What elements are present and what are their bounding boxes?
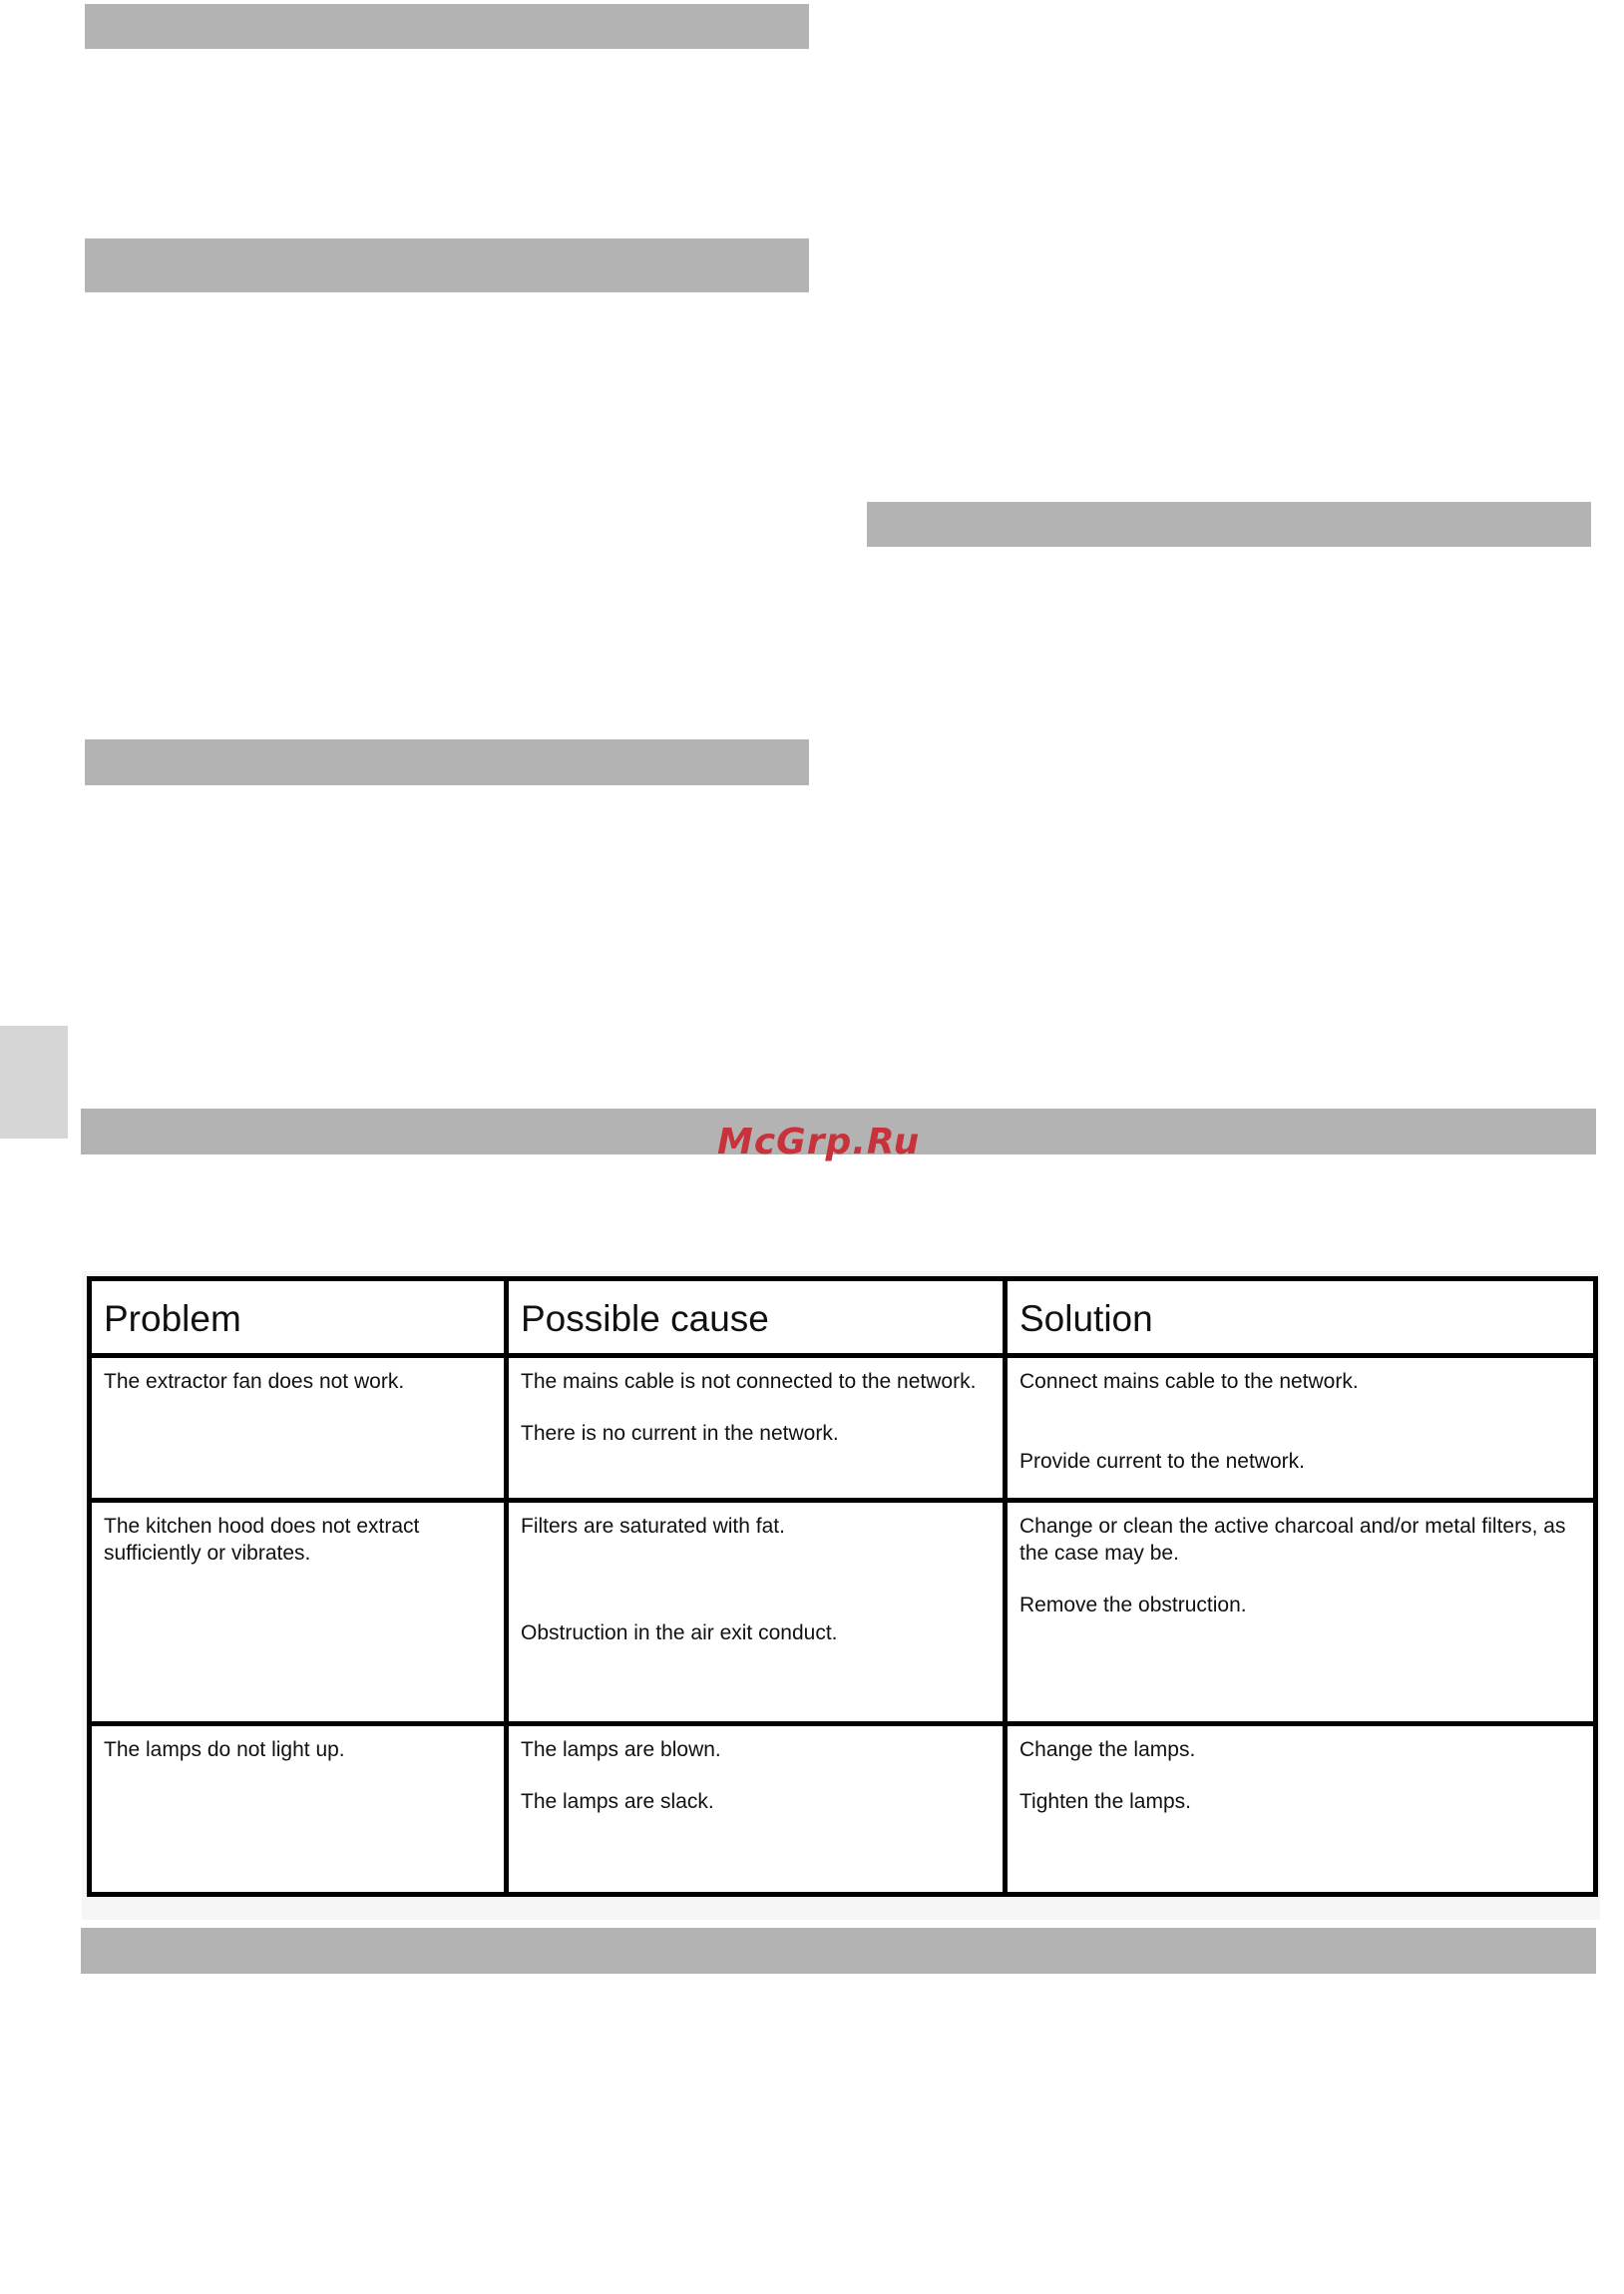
problem-text: The lamps do not light up. (104, 1738, 345, 1761)
section-header-bar-4 (85, 739, 809, 785)
cause-cell (507, 1356, 1006, 1501)
section-header-bar-3 (867, 502, 1591, 547)
table-row (90, 1724, 1596, 1895)
problem-text: The extractor fan does not work. (104, 1370, 405, 1393)
solution-text: Tighten the lamps. (1019, 1790, 1191, 1813)
troubleshooting-table (87, 1276, 1598, 1897)
table-header-row (90, 1279, 1596, 1356)
solution-cell (1006, 1724, 1596, 1895)
header-solution: Solution (1006, 1279, 1596, 1356)
solution-cell (1006, 1356, 1596, 1501)
section-header-bar-1 (85, 4, 809, 49)
problem-cell (90, 1356, 507, 1501)
section-header-bar-2 (85, 238, 809, 292)
solution-cell (1006, 1501, 1596, 1724)
solution-text: Change or clean the active charcoal and/or metal filters, as the case may be. (1019, 1515, 1566, 1565)
cause-text: Obstruction in the air exit conduct. (521, 1621, 838, 1644)
side-page-tab (0, 1026, 68, 1139)
cause-text: The lamps are blown. (521, 1738, 721, 1761)
table-row (90, 1356, 1596, 1501)
header-problem: Problem (90, 1279, 507, 1356)
section-header-bar-6 (81, 1928, 1596, 1974)
cause-text: The lamps are slack. (521, 1790, 714, 1813)
watermark: McGrp.Ru (717, 1122, 921, 1162)
cause-cell (507, 1724, 1006, 1895)
cause-cell (507, 1501, 1006, 1724)
cause-text: There is no current in the network. (521, 1422, 839, 1445)
header-possible-cause: Possible cause (507, 1279, 1006, 1356)
solution-text: Provide current to the network. (1019, 1450, 1305, 1473)
solution-text: Change the lamps. (1019, 1738, 1196, 1761)
problem-text: The kitchen hood does not extract sufficiently or vibrates. (104, 1515, 420, 1565)
cause-text: Filters are saturated with fat. (521, 1515, 785, 1538)
problem-cell (90, 1501, 507, 1724)
cause-text: The mains cable is not connected to the network. (521, 1370, 977, 1393)
table-row (90, 1501, 1596, 1724)
solution-text: Remove the obstruction. (1019, 1594, 1247, 1616)
problem-cell (90, 1724, 507, 1895)
solution-text: Connect mains cable to the network. (1019, 1370, 1359, 1393)
